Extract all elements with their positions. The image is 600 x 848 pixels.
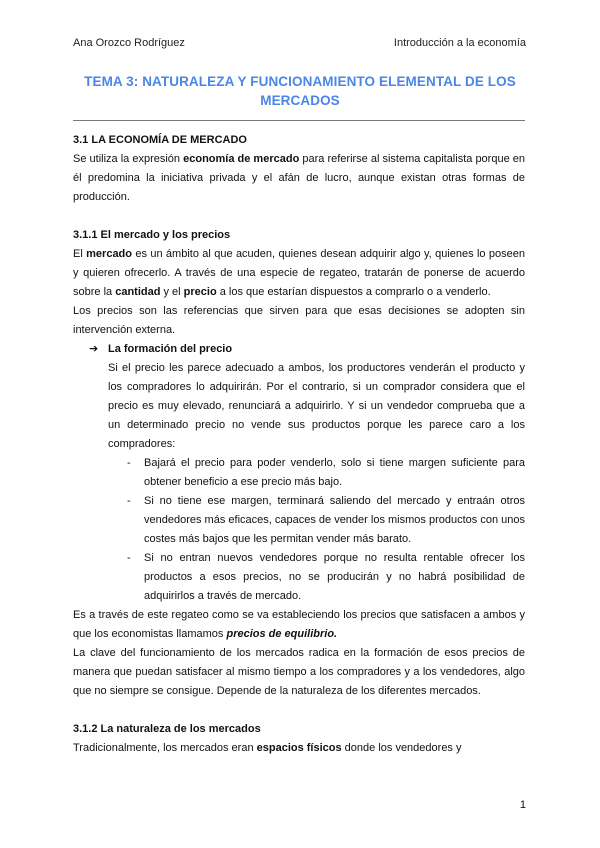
- list-item: [73, 549, 525, 606]
- document-title: TEMA 3: NATURALEZA Y FUNCIONAMIENTO ELEMENTAL DE LOS MERCADOS: [84, 74, 516, 108]
- list-item-text: Si no tiene ese margen, terminará saliendo del mercado y entraán otros vendedores más eficaces, capaces de vender los mismos productos con unos costes más bajos que les permitan vender más barato.: [144, 495, 525, 545]
- subsection-formacion-precio: [89, 340, 525, 359]
- page-number: 1: [519, 799, 526, 811]
- section-3-1-2-heading: 3.1.2 La naturaleza de los mercados: [73, 723, 261, 735]
- subsection-paragraph: Si el precio les parece adecuado a ambos, los productores venderán el producto y los compradores lo adquirirán. Por el contrario, si un comprador considera que el precio es muy elevado, renunciará a adquirirlo. Y si un vendedor comprueba que a un determinado precio no vende sus productos porque les parece caro a los compradores:: [108, 362, 525, 450]
- term-espacios-fisicos: espacios físicos: [256, 742, 342, 754]
- subsection-heading: La formación del precio: [108, 343, 233, 355]
- header-author: Ana Orozco Rodríguez: [73, 37, 185, 49]
- dash-bullet: -: [127, 457, 131, 469]
- header-course: Introducción a la economía: [393, 37, 526, 49]
- section-3-1-1-paragraph-2: Los precios son las referencias que sirven para que esas decisiones se adopten sin intervención externa.: [73, 305, 525, 336]
- term-precios-de-equilibrio: precios de equilibrio.: [226, 628, 338, 640]
- arrow-right-icon: ➔: [89, 343, 99, 355]
- section-3-1-2-paragraph: Tradicionalmente, los mercados eran espacios físicos donde los vendedores y: [73, 742, 462, 754]
- term-mercado: mercado: [86, 248, 132, 260]
- document-body: [73, 131, 525, 758]
- section-3-1-1-paragraph-1: El mercado es un ámbito al que acuden, quienes desean adquirir algo y, quienes lo poseen y quieren ofrecerlo. A través de una especie de regateo, tratarán de ponerse de acuerdo sobre la cantidad y el precio a los que estarían dispuestos a comprarlo o a venderlo.: [73, 248, 525, 298]
- list-item: [73, 492, 525, 549]
- section-3-1-paragraph: Se utiliza la expresión economía de mercado para referirse al sistema capitalista porque en él predomina la iniciativa privada y el afán de lucro, aunque existan otras formas de producción.: [73, 153, 525, 203]
- term-precio: precio: [183, 286, 217, 298]
- list-item: [73, 454, 525, 492]
- list-item-text: Si no entran nuevos vendedores porque no resulta rentable ofrecer los productos a esos precios, no se producirán y no habrá posibilidad de adquirirlos a través de mercado.: [144, 552, 525, 602]
- term-economia-de-mercado: economía de mercado: [183, 153, 300, 165]
- list-item-text: Bajará el precio para poder venderlo, solo si tiene margen suficiente para obtener beneficio a ese precio más bajo.: [144, 457, 525, 488]
- section-3-1-1-paragraph-4: La clave del funcionamiento de los mercados radica en la formación de esos precios de manera que puedan satisfacer al mismo tiempo a los compradores y a los vendedores, algo que no siempre se consigue. Depende de la naturaleza de los diferentes mercados.: [73, 647, 525, 697]
- dash-bullet: -: [127, 552, 131, 564]
- section-3-1-1-heading: 3.1.1 El mercado y los precios: [73, 229, 231, 241]
- dash-bullet: -: [127, 495, 131, 507]
- section-3-1-1-paragraph-3: Es a través de este regateo como se va estableciendo los precios que satisfacen a ambos y que los economistas llamamos precios de equilibrio.: [73, 609, 525, 640]
- section-3-1-heading: 3.1 LA ECONOMÍA DE MERCADO: [73, 134, 247, 146]
- title-divider: [73, 120, 525, 121]
- term-cantidad: cantidad: [115, 286, 161, 298]
